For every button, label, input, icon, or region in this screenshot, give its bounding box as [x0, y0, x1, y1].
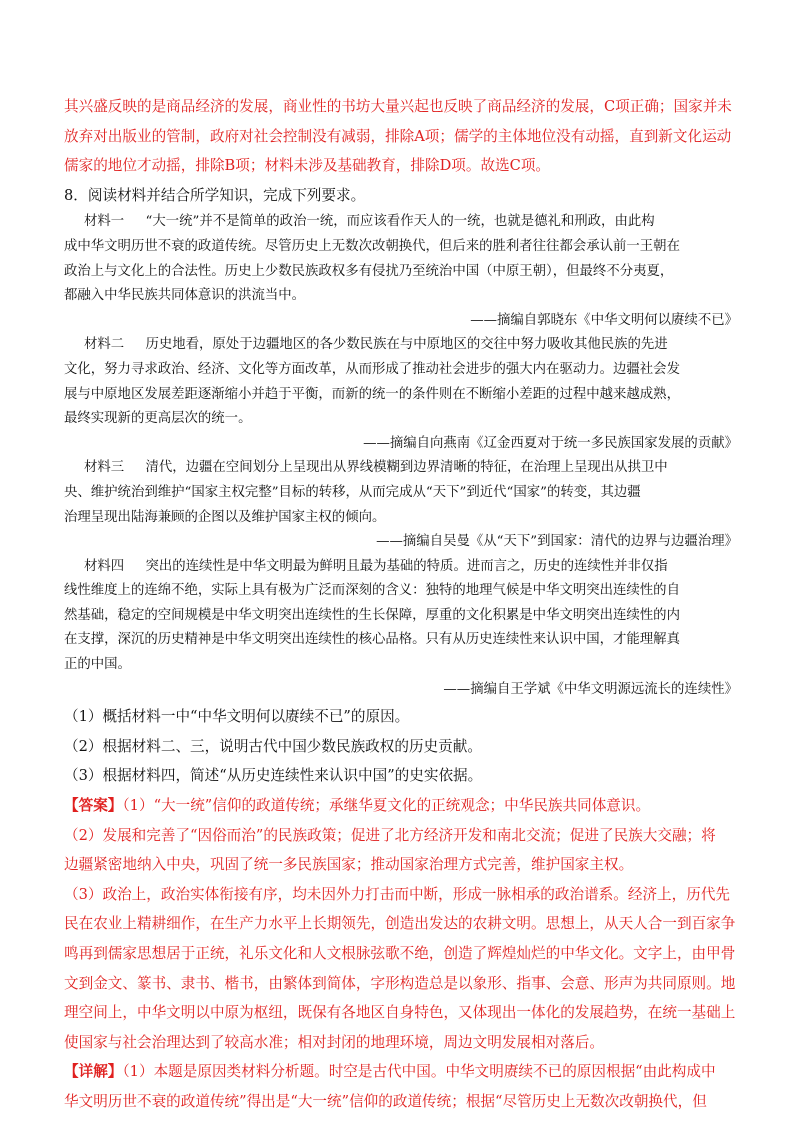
material-text: “大一统”并不是简单的政治一统，而应该看作天人的一统，也就是德礼和刑政，由此构 — [145, 214, 655, 230]
material-3 — [64, 456, 740, 554]
material-1 — [64, 210, 740, 333]
material-source: ——摘编自吴曼《从“天下”到国家：清代的边界与边疆治理》 — [376, 534, 738, 550]
material-line: 治理呈现出陆海兼顾的企图以及维护国家主权的倾向。 — [64, 509, 386, 525]
sub-questions — [64, 702, 740, 791]
material-line: 正的中国。 — [64, 657, 131, 673]
answer-tag: 【答案】 — [64, 797, 123, 815]
sub-question: （2）根据材料二、三，说明古代中国少数民族政权的历史贡献。 — [64, 737, 482, 755]
explanation-line: 放弃对出版业的管制，政府对社会控制没有减弱，排除A项；儒学的主体地位没有动摇，直到新文化运动 — [64, 127, 732, 145]
material-label: 材料三 — [84, 460, 125, 476]
material-source: ——摘编自郭晓东《中华文明何以赓续不已》 — [470, 312, 738, 328]
answer-block — [64, 791, 740, 1057]
material-label: 材料二 — [84, 337, 125, 353]
material-source: ——摘编自王学斌《中华文明源远流长的连续性》 — [443, 681, 738, 697]
answer-line: 理空间上，中华文明以中原为枢纽，既保有各地区自身特色，又体现出一体化的发展趋势，在统一基础上 — [64, 1004, 736, 1022]
material-line: 文化，努力寻求政治、经济、文化等方面改革，从而形成了推动社会进步的强大内在驱动力。边疆社会发 — [64, 361, 680, 377]
material-line: 展与中原地区发展差距逐渐缩小并趋于平衡，而新的统一的条件则在不断缩小差距的过程中越来越成熟， — [64, 386, 680, 402]
material-text: 突出的连续性是中华文明最为鲜明且最为基础的特质。进而言之，历史的连续性并非仅指 — [145, 558, 668, 574]
detail-line — [64, 1057, 740, 1087]
answer-line: 文到金文、篆书、隶书、楷书，由繁体到简体，字形构造总是以象形、指事、会意、形声为共同原则。地 — [64, 974, 736, 992]
detail-text: （1）本题是原因类材料分析题。时空是古代中国。中华文明赓续不已的原因根据“由此构成中 — [122, 1063, 716, 1081]
material-line — [64, 210, 740, 235]
answer-line: 鸣再到儒家思想居于正统，礼乐文化和人文根脉弦歌不绝，创造了辉煌灿烂的中华文化。文字上，由甲骨 — [64, 945, 736, 962]
material-text: 历史地看，原处于边疆地区的各少数民族在与中原地区的交往中努力吸收其他民族的先进 — [145, 337, 668, 353]
material-line: 都融入中华民族共同体意识的洪流当中。 — [64, 288, 306, 304]
answer-line: （3）政治上，政治实体衔接有序，均未因外力打击而中断，形成一脉相承的政治谱系。经济上，历代先 — [64, 885, 731, 903]
material-label: 材料四 — [84, 558, 125, 574]
answer-line: 使国家与社会治理达到了较高水准；相对封闭的地理环境，周边文明发展相对落后。 — [64, 1033, 604, 1051]
material-label: 材料一 — [84, 214, 125, 230]
detail-line: 华文明历世不衰的政道传统”得出是“大一统”信仰的政道传统；根据“尽管历史上无数次改朝换代，但 — [64, 1092, 707, 1110]
material-line: 成中华文明历世不衰的政道传统。尽管历史上无数次改朝换代，但后来的胜利者往往都会承认前一王朝在 — [64, 238, 680, 254]
material-line — [64, 456, 740, 481]
answer-line: （2）发展和完善了“因俗而治”的民族政策；促进了北方经济开发和南北交流；促进了民族大交融；将 — [64, 826, 716, 844]
material-line: 政治上与文化上的合法性。历史上少数民族政权多有侵扰乃至统治中国（中原王朝），但最终不分夷夏， — [64, 263, 674, 279]
document-page — [64, 92, 740, 1117]
detail-tag: 【详解】 — [64, 1063, 123, 1081]
material-line: 在支撑，深沉的历史精神是中华文明突出连续性的核心品格。只有从历史连续性来认识中国，才能理解真 — [64, 632, 680, 648]
material-line: 然基础，稳定的空间规模是中华文明突出连续性的生长保障，厚重的文化积累是中华文明突出连续性的内 — [64, 607, 680, 623]
material-line — [64, 555, 740, 580]
detail-block — [64, 1057, 740, 1116]
sub-question: （3）根据材料四，简述“从历史连续性来认识中国”的史实依据。 — [64, 767, 483, 785]
material-2 — [64, 333, 740, 456]
explanation-line: 儒家的地位才动摇，排除B项；材料未涉及基础教育，排除D项。故选C项。 — [64, 157, 551, 175]
question-stem: 8．阅读材料并结合所学知识，完成下列要求。 — [64, 186, 366, 204]
material-line — [64, 333, 740, 358]
answer-text: （1）“大一统”信仰的政道传统；承继华夏文化的正统观念；中华民族共同体意识。 — [122, 797, 651, 815]
explanation-line: 其兴盛反映的是商品经济的发展，商业性的书坊大量兴起也反映了商品经济的发展，C项正确；国家并未 — [64, 98, 732, 115]
sub-question: （1）概括材料一中“中华文明何以赓续不已”的原因。 — [64, 708, 410, 726]
material-4 — [64, 555, 740, 703]
explanation-top — [64, 92, 740, 181]
material-source: ——摘编自向燕南《辽金西夏对于统一多民族国家发展的贡献》 — [363, 435, 738, 451]
material-line: 央、维护统治到维护“国家主权完整”目标的转移，从而完成从“天下”到近代“国家”的转变，其边疆 — [64, 484, 641, 500]
material-line: 线性维度上的连绵不绝，实际上具有极为广泛而深刻的含义：独特的地理气候是中华文明突出连续性的自 — [64, 583, 680, 599]
material-text: 清代，边疆在空间划分上呈现出从界线模糊到边界清晰的特征，在治理上呈现出从拱卫中 — [145, 460, 668, 476]
answer-line — [64, 791, 740, 821]
answer-line: 边疆紧密地纳入中央，巩固了统一多民族国家；推动国家治理方式完善，维护国家主权。 — [64, 856, 634, 874]
answer-line: 民在农业上精耕细作，在生产力水平上长期领先，创造出发达的农耕文明。思想上，从天人合一到百家争 — [64, 915, 736, 933]
material-line: 最终实现新的更高层次的统一。 — [64, 411, 252, 427]
